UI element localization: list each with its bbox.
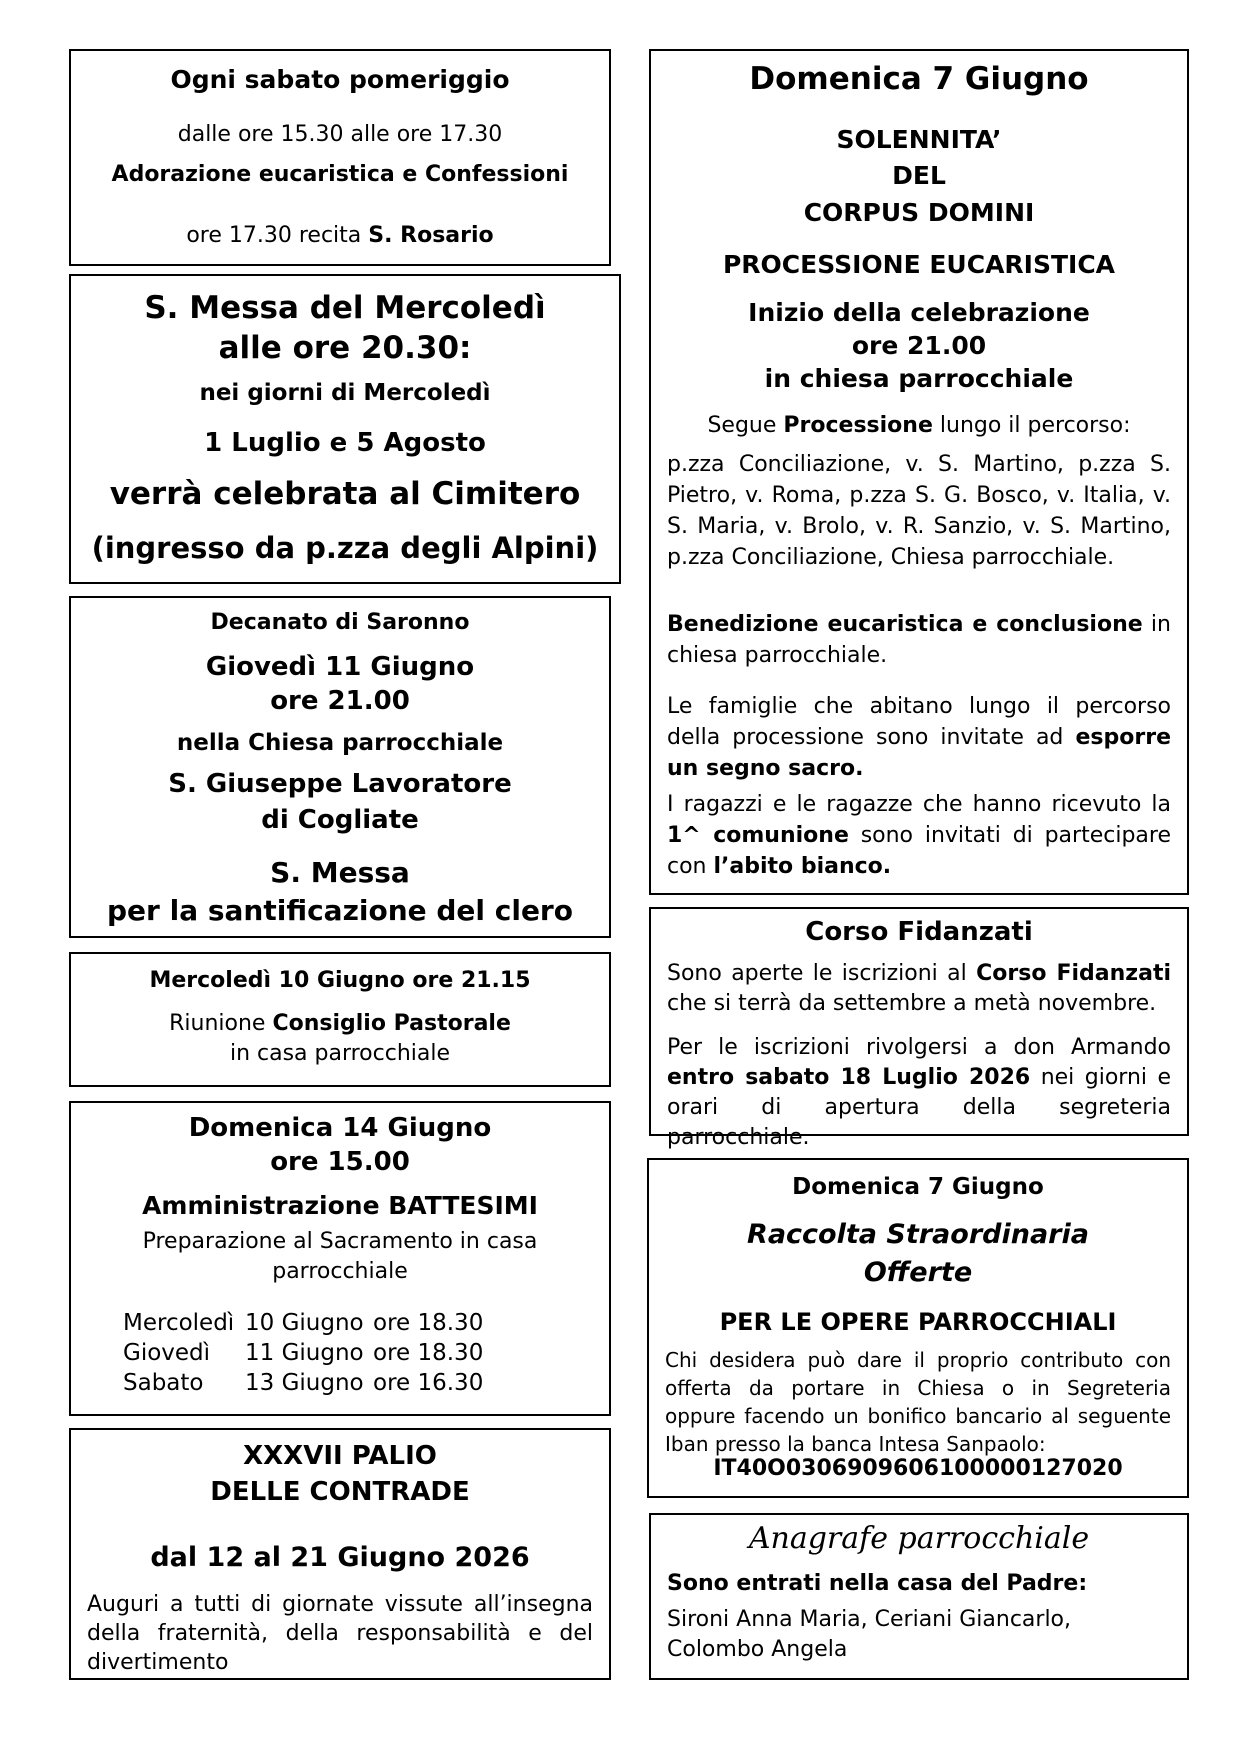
anagrafe-box [649,1513,1189,1680]
corpus-benedizione-bold: Benedizione eucaristica e conclusione [667,612,1143,637]
sabato-time: dalle ore 15.30 alle ore 17.30 [177,122,503,147]
corpus-box [649,49,1189,895]
corpus-famiglie-prefix: Le famiglie che abitano lungo il percorso della processione sono invitate ad [667,694,1171,750]
palio-text: Auguri a tutti di giornate vissute all’insegna della fraternità, della responsabilità e del divertimento [87,1592,593,1675]
battesimi-datetime [71,1111,609,1179]
raccolta-date: Domenica 7 Giugno [792,1174,1044,1200]
consiglio-line1-bold: Consiglio Pastorale [272,1011,511,1036]
corpus-segue-suffix: lungo il percorso: [932,413,1131,438]
corpus-domini: CORPUS DOMINI [803,198,1035,227]
schedule-row [123,1308,483,1338]
consiglio-line1-prefix: Riunione [169,1011,273,1036]
anagrafe-title: Anagrafe parrocchiale [748,1521,1090,1556]
consiglio-title: Mercoledì 10 Giugno ore 21.15 [149,968,531,993]
raccolta-box [647,1158,1189,1498]
corpus-famiglie-bold: esporre un segno sacro. [667,725,1171,781]
battesimi-prep-line1: Preparazione al Sacramento in casa [142,1229,538,1254]
decanato-church-line1: S. Giuseppe Lavoratore [168,769,512,799]
schedule-date: 11 Giugno [245,1340,364,1366]
consiglio-box [69,952,611,1087]
anagrafe-subtitle: Sono entrati nella casa del Padre: [667,1571,1088,1596]
raccolta-subtitle: PER LE OPERE PARROCCHIALI [719,1308,1117,1336]
fidanzati-p2-suffix: nei giorni e orari di apertura della segreteria parrocchiale. [667,1065,1172,1150]
fidanzati-p2-prefix: Per le iscrizioni rivolgersi a don Armando [667,1035,1171,1060]
fidanzati-p1 [651,959,1187,1019]
fidanzati-p1-prefix: Sono aperte le iscrizioni al [667,961,977,986]
schedule-day: Mercoledì [123,1310,235,1336]
fidanzati-p1-bold: Corso Fidanzati [976,961,1171,986]
battesimi-prep-line2: parrocchiale [272,1259,408,1284]
consiglio-line1 [71,1009,609,1039]
sabato-title: Ogni sabato pomeriggio [170,65,510,94]
palio-title [71,1438,609,1510]
sabato-rosario-prefix: ore 17.30 recita [186,223,369,248]
corpus-percorso: p.zza Conciliazione, v. S. Martino, p.zza S. Pietro, v. Roma, p.zza S. G. Bosco, v. Italia, v. S. Maria, v. Brolo, v. R. Sanzio, v. S. Martino, p.zza Conciliazione, Chiesa parrocchiale. [667,452,1171,570]
corpus-inizio [651,296,1187,395]
corpus-processione: PROCESSIONE EUCARISTICA [722,250,1116,279]
decanato-title: Decanato di Saronno [210,610,470,635]
palio-box [69,1428,611,1680]
anagrafe-names: Sironi Anna Maria, Ceriani Giancarlo, Colombo Angela [667,1607,1072,1662]
corpus-segue [651,413,1187,438]
decanato-church [71,766,609,838]
raccolta-title [649,1216,1187,1292]
mercoledi-title-line1: S. Messa del Mercoledì [144,290,546,326]
corpus-benedizione [651,609,1187,671]
schedule-time: ore 18.30 [373,1310,484,1336]
corpus-ragazzi-bold1: 1^ comunione [667,823,849,848]
battesimi-schedule [123,1308,483,1398]
sabato-box [69,49,611,266]
consiglio-text [71,1009,609,1069]
mercoledi-line2: 1 Luglio e 5 Agosto [204,428,486,458]
corpus-inizio-line3: in chiesa parrocchiale [764,364,1074,393]
schedule-date: 10 Giugno [245,1310,364,1336]
decanato-box [69,596,611,938]
battesimi-prep [71,1227,609,1287]
decanato-mass-line2: per la santificazione del clero [107,894,573,927]
schedule-row [123,1338,483,1368]
corpus-ragazzi-bold2: l’abito bianco. [713,854,892,879]
battesimi-box [69,1101,611,1416]
corpus-ragazzi [651,789,1187,882]
decanato-church-line2: di Cogliate [261,805,419,835]
palio-title-line1: XXXVII PALIO [243,1441,437,1471]
palio-title-line2: DELLE CONTRADE [210,1477,470,1507]
corpus-ragazzi-mid: sono invitati di partecipare con [667,823,1171,879]
mercoledi-line3: verrà celebrata al Cimitero [109,476,581,512]
schedule-time: ore 16.30 [373,1370,484,1396]
corpus-date: Domenica 7 Giugno [749,61,1089,97]
consiglio-line2: in casa parrocchiale [229,1041,451,1066]
schedule-day: Sabato [123,1370,204,1396]
corpus-sol-line2: DEL [892,161,946,190]
raccolta-title-line2: Offerte [863,1257,973,1288]
decanato-datetime [71,650,609,718]
corpus-inizio-line1: Inizio della celebrazione [748,298,1090,327]
schedule-row [123,1368,483,1398]
schedule-time: ore 18.30 [373,1340,484,1366]
decanato-place: nella Chiesa parrocchiale [176,730,504,756]
decanato-mass-line1: S. Messa [270,856,410,889]
mercoledi-line4: (ingresso da p.zza degli Alpini) [91,531,599,565]
mercoledi-title [71,288,619,368]
palio-dates: dal 12 al 21 Giugno 2026 [150,1542,530,1573]
sabato-rosario-bold: S. Rosario [368,223,494,248]
schedule-day: Giovedì [123,1340,211,1366]
battesimi-date: Domenica 14 Giugno [188,1113,492,1143]
battesimi-title: Amministrazione BATTESIMI [142,1191,538,1220]
corpus-solennita [651,122,1187,194]
raccolta-iban: IT40O0306909606100000127020 [713,1456,1123,1481]
decanato-mass [71,854,609,930]
battesimi-time: ore 15.00 [270,1147,410,1177]
corpus-segue-bold: Processione [783,413,933,438]
corpus-segue-prefix: Segue [707,413,784,438]
mercoledi-title-line2: alle ore 20.30: [218,330,472,366]
corpus-famiglie [651,691,1187,784]
raccolta-title-line1: Raccolta Straordinaria [747,1219,1089,1250]
mercoledi-box [69,274,621,584]
fidanzati-box [649,907,1189,1150]
corpus-sol-line1: SOLENNITA’ [836,125,1002,154]
mercoledi-line1: nei giorni di Mercoledì [199,380,491,406]
sabato-rosario [71,223,609,248]
sabato-activity: Adorazione eucaristica e Confessioni [111,162,569,187]
corpus-ragazzi-prefix: I ragazzi e le ragazze che hanno ricevuto la [667,792,1171,817]
decanato-date: Giovedì 11 Giugno [205,652,475,682]
corpus-benedizione-suffix: in chiesa parrocchiale. [667,612,1171,668]
fidanzati-p1-suffix: che si terrà da settembre a metà novembre. [667,991,1157,1016]
fidanzati-p2 [651,1033,1187,1153]
fidanzati-p2-bold: entro sabato 18 Luglio 2026 [667,1065,1031,1090]
schedule-date: 13 Giugno [245,1370,364,1396]
fidanzati-title: Corso Fidanzati [805,917,1033,947]
raccolta-text: Chi desidera può dare il proprio contributo con offerta da portare in Chiesa o in Segreteria oppure facendo un bonifico bancario al seguente Iban presso la banca Intesa Sanpaolo: [665,1348,1171,1456]
decanato-time: ore 21.00 [270,686,410,716]
corpus-inizio-line2: ore 21.00 [851,331,987,360]
